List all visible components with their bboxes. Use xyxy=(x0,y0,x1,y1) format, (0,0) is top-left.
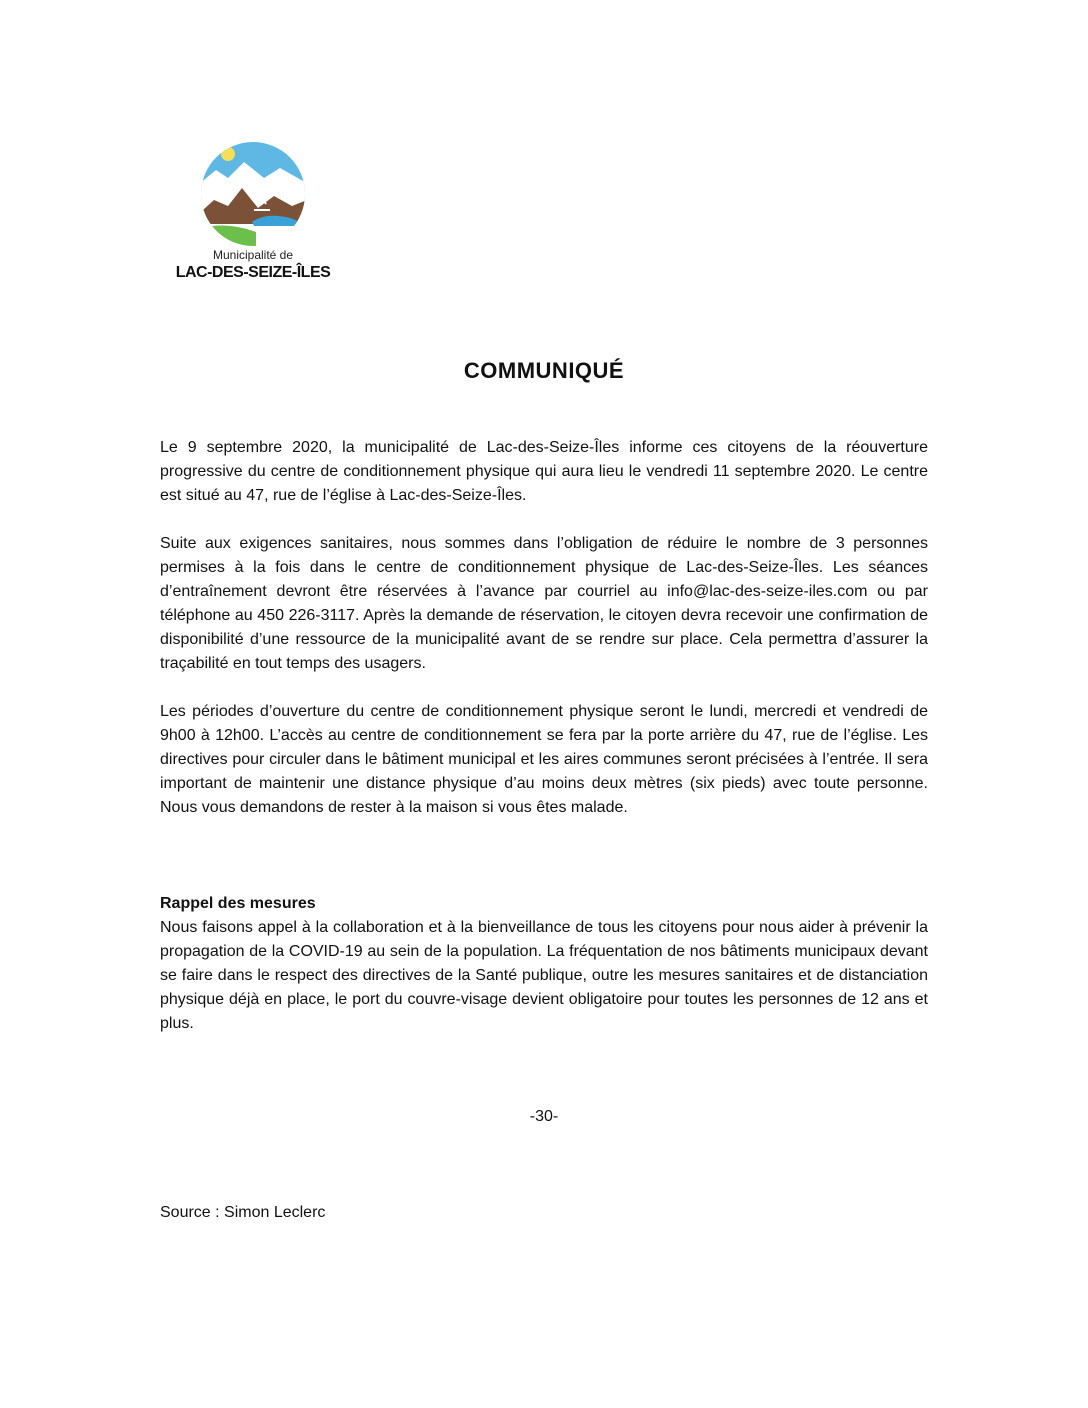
logo-line-name: LAC-DES-SEIZE-ÎLES xyxy=(175,264,331,281)
paragraph-opening-hours: Les périodes d’ouverture du centre de conditionnement physique seront le lundi, mercredi et vendredi de 9h00 à 12h00. L’accès au centre de conditionnement se fera par la porte arrière du 47, rue de l’église. Les directives pour circuler dans le bâtiment municipal et les aires communes seront précisées à l’entrée. Il sera important de maintenir une distance physique d’au moins deux mètres (six pieds) avec toute personne. Nous vous demandons de rester à la maison si vous êtes malade. xyxy=(160,703,928,816)
measures-heading: Rappel des mesures xyxy=(160,895,316,912)
section-measures xyxy=(160,892,928,1036)
page-title: COMMUNIQUÉ xyxy=(463,358,625,383)
paragraph-capacity: Suite aux exigences sanitaires, nous sommes dans l’obligation de réduire le nombre de 3 personnes permises à la fois dans le centre de conditionnement physique de Lac-des-Seize-Îles. Les séances d’entraînement devront être réservées à l’avance par courriel au info@lac-des-seize-iles.com ou par téléphone au 450 226-3117. Après la demande de réservation, le citoyen devra recevoir une confirmation de disponibilité d’une ressource de la municipalité avant de se rendre sur place. Cela permettra d’assurer la traçabilité en tout temps des usagers. xyxy=(160,535,928,672)
end-marker: -30- xyxy=(529,1108,559,1125)
logo-line-municipalite: Municipalité de xyxy=(212,248,294,262)
source-line: Source : Simon Leclerc xyxy=(160,1204,326,1221)
paragraph-measures: Nous faisons appel à la collaboration et à la bienveillance de tous les citoyens pour nous aider à prévenir la propagation de la COVID-19 au sein de la population. La fréquentation de nos bâtiments municipaux devant se faire dans le respect des directives de la Santé publique, outre les mesures sanitaires et de distanciation physique déjà en place, le port du couvre-visage devient obligatoire pour toutes les personnes de 12 ans et plus. xyxy=(160,919,928,1032)
municipality-logo xyxy=(168,140,338,290)
logo-emblem-icon xyxy=(194,140,312,248)
paragraph-announcement: Le 9 septembre 2020, la municipalité de Lac-des-Seize-Îles informe ces citoyens de la réouverture progressive du centre de conditionnement physique qui aura lieu le vendredi 11 septembre 2020. Le centre est situé au 47, rue de l’église à Lac-des-Seize-Îles. xyxy=(160,439,928,504)
